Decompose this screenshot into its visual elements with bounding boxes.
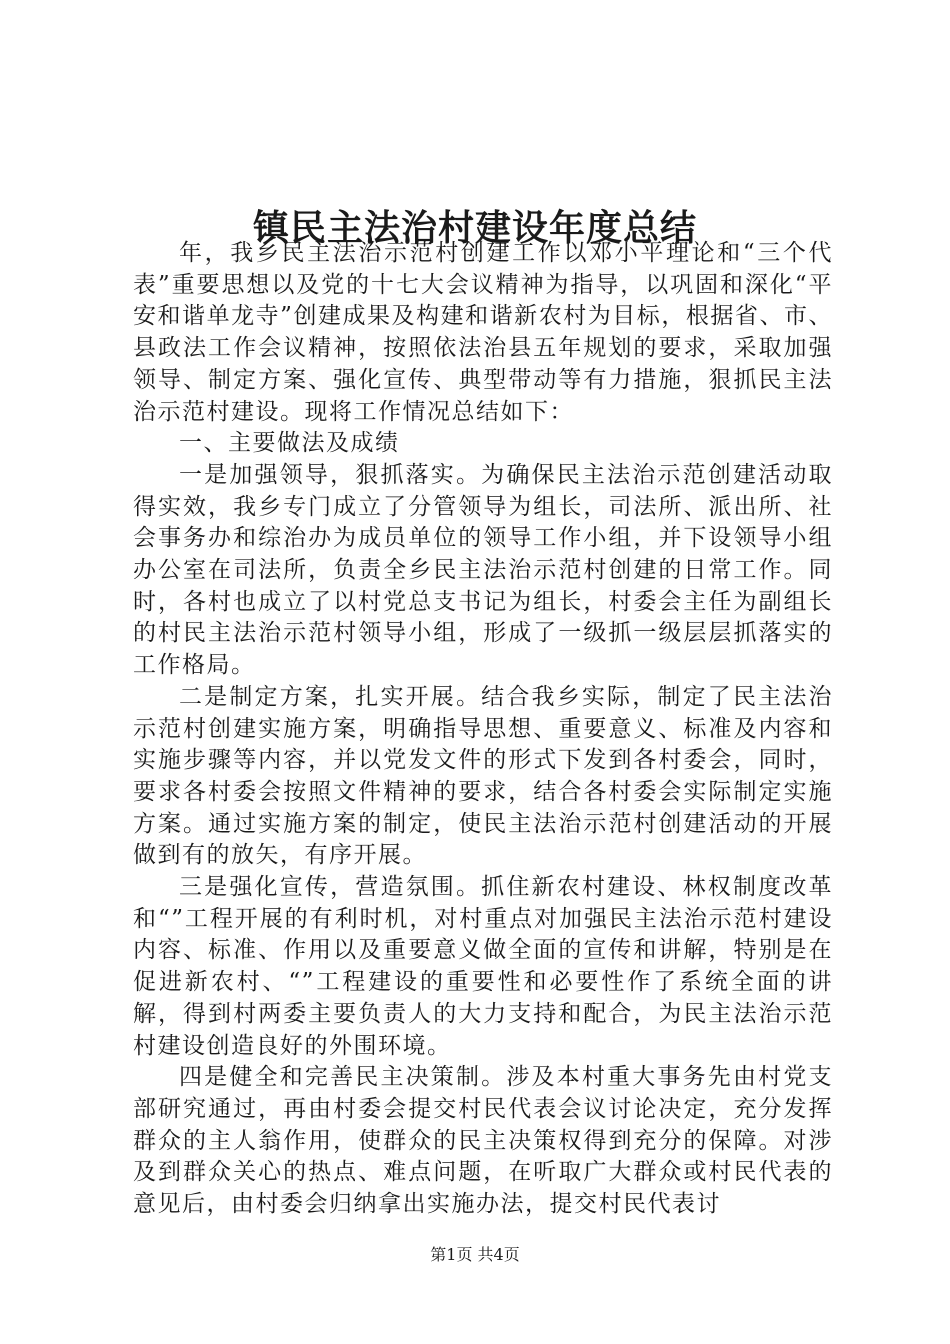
page-number: 第1页 共4页 <box>430 1245 520 1264</box>
document-body <box>133 238 833 1221</box>
paragraph-leadership: 一是加强领导，狠抓落实。为确保民主法治示范创建活动取得实效，我乡专门成立了分管领导为组长，司法所、派出所、社会事务办和综治办为成员单位的领导工作小组，并下设领导小组办公室在司法所，负责全乡民主法治示范村创建的日常工作。同时，各村也成立了以村党总支书记为组长，村委会主任为副组长的村民主法治示范村领导小组，形成了一级抓一级层层抓落实的工作格局。 <box>133 461 833 679</box>
paragraph-intro: 年，我乡民主法治示范村创建工作以邓小平理论和“三个代表”重要思想以及党的十七大会议精神为指导，以巩固和深化“平安和谐单龙寺”创建成果及构建和谐新农村为目标，根据省、市、县政法工作会议精神，按照依法治县五年规划的要求，采取加强领导、制定方案、强化宣传、典型带动等有力措施，狠抓民主法治示范村建设。现将工作情况总结如下： <box>133 240 833 425</box>
section-heading: 一、主要做法及成绩 <box>179 430 400 457</box>
paragraph-publicity: 三是强化宣传，营造氛围。抓住新农村建设、林权制度改革和“”工程开展的有利时机，对村重点对加强民主法治示范村建设内容、标准、作用以及重要意义做全面的宣传和讲解，特别是在促进新农村、“”工程建设的重要性和必要性作了系统全面的讲解，得到村两委主要负责人的大力支持和配合，为民主法治示范村建设创造良好的外围环境。 <box>133 874 833 1059</box>
paragraph-plan: 二是制定方案，扎实开展。结合我乡实际，制定了民主法治示范村创建实施方案，明确指导思想、重要意义、标准及内容和实施步骤等内容，并以党发文件的形式下发到各村委会，同时，要求各村委会按照文件精神的要求，结合各村委会实际制定实施方案。通过实施方案的制定，使民主法治示范村创建活动的开展做到有的放矢，有序开展。 <box>133 683 833 869</box>
document-title: 镇民主法治村建设年度总结 <box>252 207 697 250</box>
paragraph-decision: 四是健全和完善民主决策制。涉及本村重大事务先由村党支部研究通过，再由村委会提交村民代表会议讨论决定，充分发挥群众的主人翁作用，使群众的民主决策权得到充分的保障。对涉及到群众关心的热点、难点问题，在听取广大群众或村民代表的意见后，由村委会归纳拿出实施办法，提交村民代表讨 <box>133 1064 833 1218</box>
